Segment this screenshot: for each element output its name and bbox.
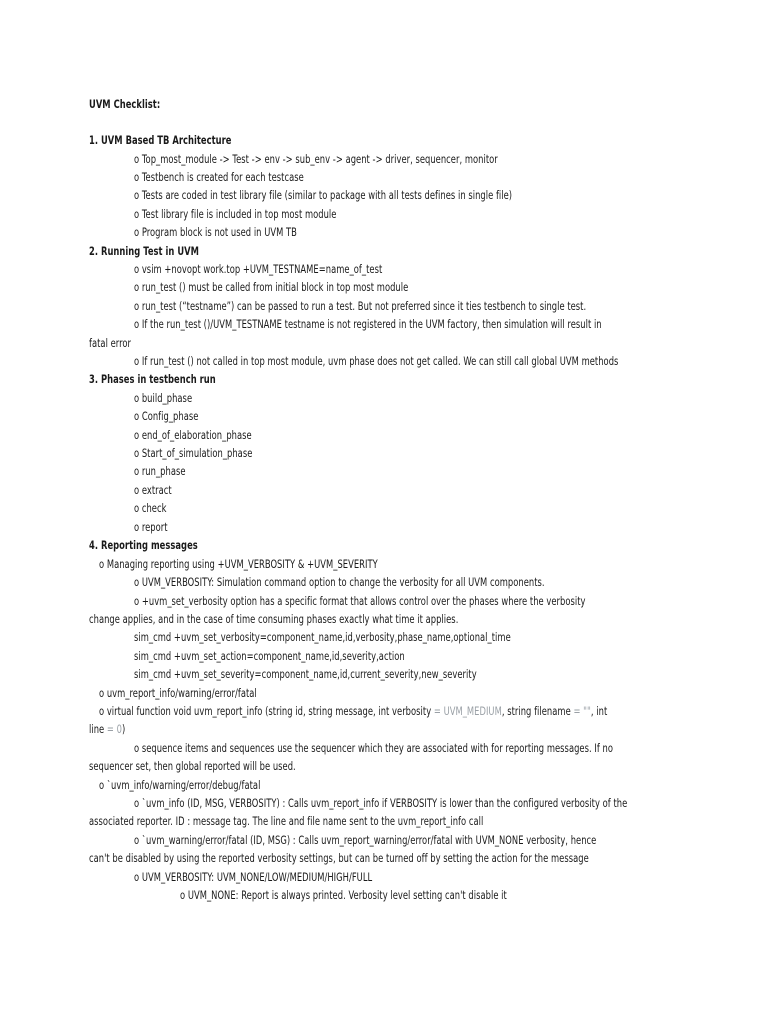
list-item: o UVM_VERBOSITY: Simulation command option to change the verbosity for all UVM components. [134, 575, 545, 589]
list-item-continuation: change applies, and in the case of time consuming phases exactly what time it applies. [89, 612, 459, 626]
list-item: o Tests are coded in test library file (similar to package with all tests defines in single file) [134, 188, 513, 202]
list-item: o UVM_VERBOSITY: UVM_NONE/LOW/MEDIUM/HIGH/FULL [134, 870, 373, 884]
list-item: o Program block is not used in UVM TB [134, 225, 297, 239]
list-item: o +uvm_set_verbosity option has a specific format that allows control over the phases where the verbosity [134, 594, 586, 608]
list-item: o run_test () must be called from initial block in top most module [134, 280, 409, 294]
section-1-heading: 1. UVM Based TB Architecture [89, 133, 232, 147]
command-line: sim_cmd +uvm_set_severity=component_name,id,current_severity,new_severity [134, 667, 477, 681]
function-signature [99, 702, 607, 720]
list-item: o check [134, 501, 167, 515]
document-title: UVM Checklist: [89, 97, 161, 111]
list-item: o Managing reporting using +UVM_VERBOSITY & +UVM_SEVERITY [99, 557, 378, 571]
default-value: = UVM_MEDIUM [433, 704, 502, 718]
list-item: o sequence items and sequences use the sequencer which they are associated with for reporting messages. If no [134, 741, 614, 755]
sub-list-item: o UVM_NONE: Report is always printed. Verbosity level setting can't disable it [180, 888, 507, 902]
list-item: o vsim +novopt work.top +UVM_TESTNAME=name_of_test [134, 262, 383, 276]
list-item: o run_phase [134, 464, 186, 478]
list-item: o If the run_test ()/UVM_TESTNAME testname is not registered in the UVM factory, then simulation will result in [134, 317, 602, 331]
function-signature-continuation [89, 720, 125, 738]
list-item: o `uvm_info/warning/error/debug/fatal [99, 778, 261, 792]
section-2-heading: 2. Running Test in UVM [89, 244, 199, 258]
list-item-continuation: associated reporter. ID : message tag. The line and file name sent to the uvm_report_info call [89, 814, 484, 828]
function-signature-text: ) [121, 722, 126, 736]
function-signature-text: o virtual function void uvm_report_info (string id, string message, int verbosity [99, 704, 434, 718]
function-signature-text: line [89, 722, 107, 736]
list-item: o Config_phase [134, 409, 199, 423]
list-item: o end_of_elaboration_phase [134, 428, 252, 442]
list-item: o `uvm_info (ID, MSG, VERBOSITY) : Calls uvm_report_info if VERBOSITY is lower than the configured verbosity of the [134, 796, 628, 810]
function-signature-text: , string filename [501, 704, 574, 718]
default-value: = "" [573, 704, 591, 718]
list-item: o Start_of_simulation_phase [134, 446, 253, 460]
command-line: sim_cmd +uvm_set_action=component_name,id,severity,action [134, 649, 405, 663]
command-line: sim_cmd +uvm_set_verbosity=component_name,id,verbosity,phase_name,optional_time [134, 630, 511, 644]
list-item: o Test library file is included in top most module [134, 207, 337, 221]
list-item: o report [134, 520, 168, 534]
list-item: o `uvm_warning/error/fatal (ID, MSG) : Calls uvm_report_warning/error/fatal with UVM_NONE verbosity, hence [134, 833, 597, 847]
list-item-continuation: sequencer set, then global reported will be used. [89, 759, 296, 773]
list-item-continuation: fatal error [89, 336, 132, 350]
list-item: o Top_most_module -> Test -> env -> sub_env -> agent -> driver, sequencer, monitor [134, 152, 498, 166]
default-value: = 0 [106, 722, 122, 736]
section-3-heading: 3. Phases in testbench run [89, 372, 216, 386]
list-item: o extract [134, 483, 172, 497]
list-item: o uvm_report_info/warning/error/fatal [99, 686, 257, 700]
list-item: o Testbench is created for each testcase [134, 170, 304, 184]
function-signature-text: , int [590, 704, 608, 718]
list-item: o build_phase [134, 391, 193, 405]
list-item: o run_test (“testname”) can be passed to run a test. But not preferred since it ties testbench to single test. [134, 299, 587, 313]
list-item-continuation: can't be disabled by using the reported verbosity settings, but can be turned off by setting the action for the message [89, 851, 589, 865]
section-4-heading: 4. Reporting messages [89, 538, 198, 552]
list-item: o If run_test () not called in top most module, uvm phase does not get called. We can still call global UVM methods [134, 354, 619, 368]
